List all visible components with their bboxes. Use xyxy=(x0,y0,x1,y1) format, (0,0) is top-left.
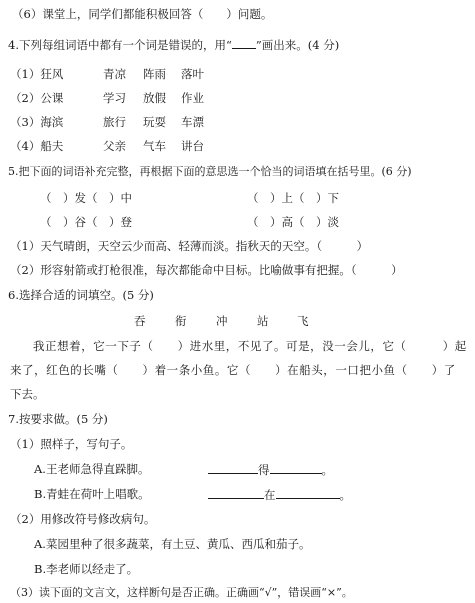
word: 阵雨 xyxy=(143,67,166,81)
period: 。 xyxy=(321,463,333,477)
underline-sample xyxy=(232,36,256,49)
question-4-title xyxy=(8,36,339,53)
question-7-sub-3: （3）读下面的文言文，这样断句是否正确。正确画“√”，错误画“×”。 xyxy=(10,586,353,599)
word: 车漂 xyxy=(181,115,204,129)
word-bank-item: 吞 xyxy=(134,314,146,328)
answer-blank[interactable] xyxy=(276,486,340,499)
fill-line-a xyxy=(208,461,333,478)
word: 旅行 xyxy=(103,115,126,129)
word: 气车 xyxy=(143,139,166,153)
fill-line-b xyxy=(208,486,351,503)
question-4-title-b: ”画出来。(4 分) xyxy=(255,38,340,52)
question-7-title: 7.按要求做。(5 分) xyxy=(8,412,108,426)
word-bank-item: 站 xyxy=(257,314,269,328)
answer-blank[interactable] xyxy=(208,461,258,474)
paragraph-line-2: 来了，红色的长嘴（ ）着一条小鱼。它（ ）在船头，一口把小鱼（ ）了 xyxy=(10,363,456,377)
faulty-sentence-b: B.李老师以经走了。 xyxy=(34,562,139,576)
word: 玩耍 xyxy=(143,115,166,129)
answer-blank[interactable] xyxy=(270,461,322,474)
example-sentence-a: A.王老师急得直跺脚。 xyxy=(34,462,150,476)
paragraph-line-1: 我正想着，它一下子（ ）进水里，不见了。可是，没一会儿，它（ ）起 xyxy=(33,339,467,353)
word: （4）船夫 xyxy=(10,139,64,153)
idiom-blank: （ ）谷（ ）登 xyxy=(40,215,132,229)
word: （3）海滨 xyxy=(10,115,64,129)
word: 讲台 xyxy=(181,139,204,153)
question-7-sub-2: （2）用修改符号修改病句。 xyxy=(10,512,156,526)
question-7-sub-1: （1）照样子，写句子。 xyxy=(10,437,133,451)
period: 。 xyxy=(339,488,351,502)
word: 作业 xyxy=(181,91,204,105)
word: 青凉 xyxy=(103,67,126,81)
idiom-blank: （ ）发（ ）中 xyxy=(40,191,132,205)
question-4-title-a: 4.下列每组词语中都有一个词是错误的，用“ xyxy=(8,38,232,52)
word: （2）公课 xyxy=(10,91,64,105)
question-5-sentence-2: （2）形容射箭或打枪很准，每次都能命中目标。比喻做事有把握。（ ） xyxy=(10,263,403,277)
pattern-word: 在 xyxy=(264,488,276,502)
word-bank-item: 冲 xyxy=(216,314,228,328)
question-5-sentence-1: （1）天气晴朗，天空云少而高、轻薄而淡。指秋天的天空。（ ） xyxy=(10,239,369,253)
word: 父亲 xyxy=(103,139,126,153)
word: 学习 xyxy=(103,91,126,105)
word: （1）狂风 xyxy=(10,67,64,81)
answer-blank[interactable] xyxy=(208,486,264,499)
question-6-title: 6.选择合适的词填空。(5 分) xyxy=(8,288,154,302)
idiom-blank: （ ）上（ ）下 xyxy=(247,191,339,205)
word-bank-item: 飞 xyxy=(297,314,309,328)
idiom-blank: （ ）高（ ）淡 xyxy=(247,215,339,229)
question-5-title: 5.把下面的词语补充完整，再根据下面的意思选一个恰当的词语填在括号里。(6 分) xyxy=(8,165,412,178)
word: 放假 xyxy=(143,91,166,105)
word: 落叶 xyxy=(181,67,204,81)
example-sentence-b: B.青蛙在荷叶上唱歌。 xyxy=(34,487,150,501)
word-bank-item: 衔 xyxy=(175,314,187,328)
faulty-sentence-a: A.菜园里种了很多蔬菜，有土豆、黄瓜、西瓜和茄子。 xyxy=(34,537,311,551)
paragraph-line-3: 下去。 xyxy=(10,387,45,401)
question-6-item: （6）课堂上，同学们都能积极回答（ ）问题。 xyxy=(12,7,273,21)
pattern-word: 得 xyxy=(258,463,270,477)
